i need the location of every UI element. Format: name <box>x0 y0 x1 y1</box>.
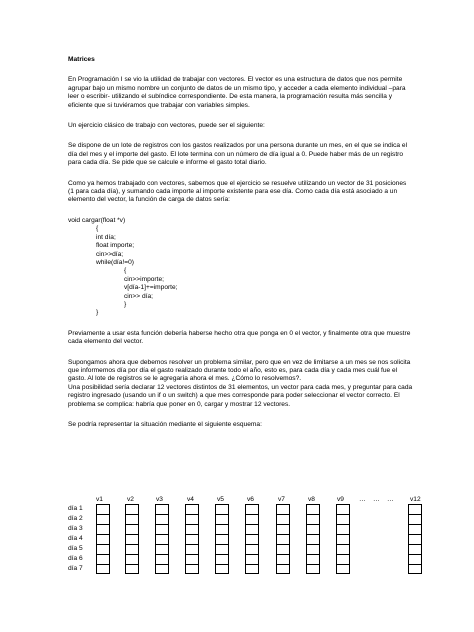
column-header: v8 <box>308 496 315 503</box>
row-label: día 4 <box>68 535 83 542</box>
vector-column-v5 <box>215 504 229 574</box>
column-ellipsis: … <box>359 496 366 503</box>
column-ellipsis: … <box>373 496 380 503</box>
code-block <box>68 217 413 318</box>
vector-column-v8 <box>306 504 320 574</box>
column-header: v12 <box>410 496 421 503</box>
row-label: día 6 <box>68 555 83 562</box>
column-header: v2 <box>127 496 134 503</box>
code-line: float importe; <box>96 242 135 250</box>
row-label: día 3 <box>68 525 83 532</box>
row-label: día 7 <box>68 565 83 572</box>
column-header: v9 <box>337 496 344 503</box>
vector-scheme <box>68 496 438 580</box>
column-header: v4 <box>187 496 194 503</box>
paragraph-intro: En Programación I se vio la utilidad de trabajar con vectores. El vector es una estructura de datos que nos permite agrupar bajo un mismo nombre un conjunto de datos de un mismo tipo, y acceder a cada elemento individual –para leer o escribir- utilizando el subíndice correspondiente. De esta manera, la programación resulta más sencilla y eficiente que si tuviéramos que trabajar con variables simples. <box>68 76 406 109</box>
vector-column-v9 <box>336 504 350 574</box>
column-ellipsis: … <box>387 496 394 503</box>
vector-column-v12 <box>408 504 422 574</box>
column-header: v6 <box>247 496 254 503</box>
page-title: Matrices <box>68 56 95 63</box>
code-line: int día; <box>96 233 116 241</box>
vector-column-v1 <box>96 504 110 574</box>
row-label: día 1 <box>68 505 83 512</box>
code-line: v[día-1]+=importe; <box>124 284 178 292</box>
code-line: { <box>124 267 127 275</box>
paragraph-problem: Se dispone de un lote de registros con los gastos realizados por una persona durante un mes, en el que se indica el día del mes y el importe del gasto. El lote termina con un número de día igual a 0. Puede haber más de un registro para cada día. Se pide que se calcule e informe el gasto total diario. <box>68 142 408 167</box>
paragraph-scheme-intro: Se podría representar la situación mediante el siguiente esquema: <box>68 421 262 428</box>
document-body <box>68 56 413 429</box>
column-header: v1 <box>96 496 103 503</box>
vector-column-v3 <box>155 504 169 574</box>
code-line: cin>>día; <box>96 250 124 258</box>
vector-column-v4 <box>185 504 199 574</box>
paragraph-example-intro: Un ejercicio clásico de trabajo con vectores, puede ser el siguiente: <box>68 122 265 130</box>
code-line: } <box>124 300 127 308</box>
code-line: } <box>96 309 99 317</box>
vector-column-v7 <box>276 504 290 574</box>
code-line: cin>> día; <box>124 292 153 300</box>
column-header: v7 <box>278 496 285 503</box>
code-line: { <box>96 225 99 233</box>
paragraph-previous: Previamente a usar esta función debería haberse hecho otra que ponga en 0 el vector, y finalmente otra que muestre cada elemento del vector. <box>68 329 411 346</box>
row-label: día 2 <box>68 515 83 522</box>
paragraph-year-problem: Supongamos ahora que debemos resolver un problema similar, pero que en vez de limitarse a un mes se nos solicita que informemos día por día el gasto realizado durante todo el año, esto es, para cada día y cada mes cuál fue el gasto. Al lote de registros se le agregaría ahora el mes. ¿Cómo lo resolvemos?. <box>68 358 411 383</box>
column-header: v5 <box>217 496 224 503</box>
vector-column-v6 <box>245 504 259 574</box>
paragraph-twelve-vectors: Una posibilidad sería declarar 12 vectores distintos de 31 elementos, un vector para cada mes, y preguntar para cada registro ingresado (usando un if o un switch) a que mes corresponde para poder seleccionar el vector correcto. El problema se complica: habría que poner en 0, cargar y mostrar 12 vectores. <box>68 383 413 408</box>
paragraph-solution: Como ya hemos trabajado con vectores, sabemos que el ejercicio se resuelve utilizando un vector de 31 posiciones (1 para cada día), y sumando cada importe al importe existente para ese día. Como cada día está asociado a un elemento del vector, la función de carga de datos sería: <box>68 179 407 204</box>
column-header: v3 <box>156 496 163 503</box>
code-line: cin>>importe; <box>124 275 164 283</box>
row-label: día 5 <box>68 545 83 552</box>
vector-column-v2 <box>125 504 139 574</box>
code-line: while(día!=0) <box>96 258 134 266</box>
code-line: void cargar(float *v) <box>68 216 126 224</box>
